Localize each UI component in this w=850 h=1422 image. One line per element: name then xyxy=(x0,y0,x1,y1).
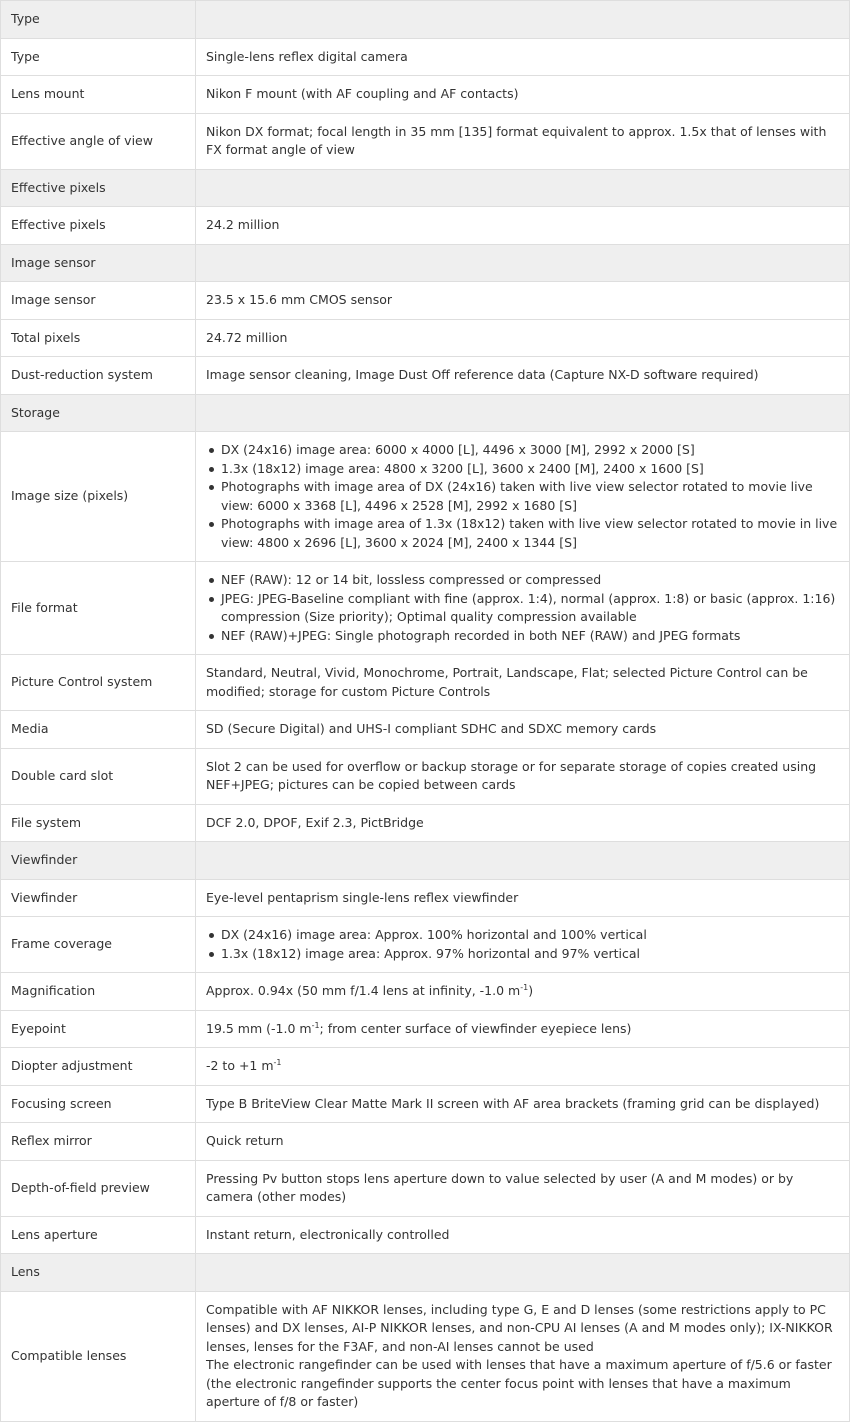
spec-label: File system xyxy=(1,804,196,842)
spec-value xyxy=(196,973,850,1011)
spec-value-list-item: NEF (RAW): 12 or 14 bit, lossless compressed or compressed xyxy=(221,571,839,590)
spec-label: Focusing screen xyxy=(1,1085,196,1123)
section-blank-cell xyxy=(196,394,850,432)
spec-row-eyepoint xyxy=(1,1010,850,1048)
spec-label: Eyepoint xyxy=(1,1010,196,1048)
spec-value-list-item: Photographs with image area of 1.3x (18x12) taken with live view selector rotated to movie in live view: 4800 x 2696 [L], 3600 x 2024 [M], 2400 x 1344 [S] xyxy=(221,515,839,552)
spec-row-focusing-screen xyxy=(1,1085,850,1123)
spec-value: Nikon DX format; focal length in 35 mm [135] format equivalent to approx. 1.5x that of lenses with FX format angle of view xyxy=(196,113,850,169)
section-blank-cell xyxy=(196,244,850,282)
section-title: Image sensor xyxy=(1,244,196,282)
spec-value xyxy=(196,1010,850,1048)
spec-row-compatible-lenses xyxy=(1,1291,850,1421)
section-header-type xyxy=(1,1,850,39)
section-blank-cell xyxy=(196,169,850,207)
spec-value: 23.5 x 15.6 mm CMOS sensor xyxy=(196,282,850,320)
section-blank-cell xyxy=(196,842,850,880)
unit-exponent: -1 xyxy=(273,1058,282,1067)
spec-value: Nikon F mount (with AF coupling and AF contacts) xyxy=(196,76,850,114)
spec-value xyxy=(196,1291,850,1421)
spec-label: Media xyxy=(1,711,196,749)
spec-value: Pressing Pv button stops lens aperture down to value selected by user (A and M modes) or by camera (other modes) xyxy=(196,1160,850,1216)
spec-label: Effective pixels xyxy=(1,207,196,245)
spec-label: Reflex mirror xyxy=(1,1123,196,1161)
spec-label: Lens mount xyxy=(1,76,196,114)
spec-row-lens-mount xyxy=(1,76,850,114)
spec-value-paragraph: The electronic rangefinder can be used with lenses that have a maximum aperture of f/5.6 or faster (the electronic rangefinder supports the center focus point with lenses that have a maximum aperture of f/8 or faster) xyxy=(206,1357,832,1409)
spec-value-list xyxy=(206,926,839,963)
spec-value xyxy=(196,562,850,655)
spec-label: Frame coverage xyxy=(1,917,196,973)
spec-value-list-item: 1.3x (18x12) image area: Approx. 97% horizontal and 97% vertical xyxy=(221,945,839,964)
spec-value-list xyxy=(206,441,839,552)
section-header-image-sensor xyxy=(1,244,850,282)
spec-row-dust-reduction-system xyxy=(1,357,850,395)
section-title: Type xyxy=(1,1,196,39)
spec-value-text-tail: ) xyxy=(528,983,534,998)
spec-value-text-tail: ; from center surface of viewfinder eyepiece lens) xyxy=(319,1020,632,1036)
spec-value-list-item: Photographs with image area of DX (24x16) taken with live view selector rotated to movie live view: 6000 x 3368 [L], 4496 x 2528 [M], 2992 x 1680 [S] xyxy=(221,478,839,515)
spec-label: File format xyxy=(1,562,196,655)
spec-value: Single-lens reflex digital camera xyxy=(196,38,850,76)
section-title: Effective pixels xyxy=(1,169,196,207)
spec-label: Magnification xyxy=(1,973,196,1011)
spec-label: Diopter adjustment xyxy=(1,1048,196,1086)
specifications-body xyxy=(1,1,850,1422)
spec-label: Image sensor xyxy=(1,282,196,320)
spec-value: DCF 2.0, DPOF, Exif 2.3, PictBridge xyxy=(196,804,850,842)
spec-value-list-item: JPEG: JPEG-Baseline compliant with fine (approx. 1:4), normal (approx. 1:8) or basic (approx. 1:16) compression (Size priority); Optimal quality compression available xyxy=(221,590,839,627)
spec-label: Compatible lenses xyxy=(1,1291,196,1421)
spec-value: Eye-level pentaprism single-lens reflex viewfinder xyxy=(196,879,850,917)
spec-row-image-sensor xyxy=(1,282,850,320)
section-header-lens xyxy=(1,1254,850,1292)
spec-value-paragraph: Compatible with AF NIKKOR lenses, including type G, E and D lenses (some restrictions apply to PC lenses) and DX lenses, AI-P NIKKOR lenses, and non-CPU AI lenses (A and M modes only); IX-NIKKOR lenses, lenses for the F3AF, and non-AI lenses cannot be used xyxy=(206,1301,833,1354)
spec-row-viewfinder xyxy=(1,879,850,917)
section-title: Lens xyxy=(1,1254,196,1292)
spec-value xyxy=(196,917,850,973)
spec-label: Viewfinder xyxy=(1,879,196,917)
spec-row-image-size-pixels xyxy=(1,432,850,562)
spec-row-magnification xyxy=(1,973,850,1011)
spec-label: Image size (pixels) xyxy=(1,432,196,562)
spec-row-effective-pixels xyxy=(1,207,850,245)
spec-row-reflex-mirror xyxy=(1,1123,850,1161)
unit-exponent: -1 xyxy=(311,1020,320,1030)
section-title: Storage xyxy=(1,394,196,432)
spec-row-media xyxy=(1,711,850,749)
spec-label: Picture Control system xyxy=(1,655,196,711)
spec-row-type xyxy=(1,38,850,76)
section-blank-cell xyxy=(196,1,850,39)
spec-row-diopter-adjustment xyxy=(1,1048,850,1086)
spec-value-text: 19.5 mm (-1.0 m xyxy=(206,1020,312,1036)
spec-label: Total pixels xyxy=(1,319,196,357)
section-header-storage xyxy=(1,394,850,432)
section-header-viewfinder xyxy=(1,842,850,880)
spec-value xyxy=(196,1048,850,1086)
section-header-effective-pixels xyxy=(1,169,850,207)
spec-row-effective-angle-of-view xyxy=(1,113,850,169)
spec-label: Double card slot xyxy=(1,748,196,804)
spec-value-list-item: 1.3x (18x12) image area: 4800 x 3200 [L], 3600 x 2400 [M], 2400 x 1600 [S] xyxy=(221,460,839,479)
spec-value: Instant return, electronically controlled xyxy=(196,1216,850,1254)
spec-value: Standard, Neutral, Vivid, Monochrome, Portrait, Landscape, Flat; selected Picture Control can be modified; storage for custom Picture Controls xyxy=(196,655,850,711)
spec-value-list-item: NEF (RAW)+JPEG: Single photograph recorded in both NEF (RAW) and JPEG formats xyxy=(221,627,839,646)
spec-value: Type B BriteView Clear Matte Mark II screen with AF area brackets (framing grid can be displayed) xyxy=(196,1085,850,1123)
spec-label: Depth-of-field preview xyxy=(1,1160,196,1216)
spec-row-file-format xyxy=(1,562,850,655)
spec-value-text: -2 to +1 m xyxy=(206,1058,274,1073)
section-title: Viewfinder xyxy=(1,842,196,880)
spec-value: 24.2 million xyxy=(196,207,850,245)
spec-value: SD (Secure Digital) and UHS-I compliant SDHC and SDXC memory cards xyxy=(196,711,850,749)
spec-label: Lens aperture xyxy=(1,1216,196,1254)
spec-row-double-card-slot xyxy=(1,748,850,804)
spec-value-list-item: DX (24x16) image area: Approx. 100% horizontal and 100% vertical xyxy=(221,926,839,945)
spec-label: Effective angle of view xyxy=(1,113,196,169)
spec-row-picture-control-system xyxy=(1,655,850,711)
section-blank-cell xyxy=(196,1254,850,1292)
spec-value: 24.72 million xyxy=(196,319,850,357)
spec-value xyxy=(196,432,850,562)
spec-row-depth-of-field-preview xyxy=(1,1160,850,1216)
spec-row-file-system xyxy=(1,804,850,842)
spec-value: Image sensor cleaning, Image Dust Off reference data (Capture NX-D software required) xyxy=(196,357,850,395)
spec-value: Slot 2 can be used for overflow or backup storage or for separate storage of copies created using NEF+JPEG; pictures can be copied between cards xyxy=(196,748,850,804)
spec-label: Dust-reduction system xyxy=(1,357,196,395)
spec-label: Type xyxy=(1,38,196,76)
spec-value-list-item: DX (24x16) image area: 6000 x 4000 [L], 4496 x 3000 [M], 2992 x 2000 [S] xyxy=(221,441,839,460)
unit-exponent: -1 xyxy=(520,983,529,992)
spec-row-frame-coverage xyxy=(1,917,850,973)
spec-value: Quick return xyxy=(196,1123,850,1161)
spec-row-total-pixels xyxy=(1,319,850,357)
spec-value-text: Approx. 0.94x (50 mm f/1.4 lens at infinity, -1.0 m xyxy=(206,983,521,998)
spec-row-lens-aperture xyxy=(1,1216,850,1254)
spec-value-list xyxy=(206,571,839,645)
